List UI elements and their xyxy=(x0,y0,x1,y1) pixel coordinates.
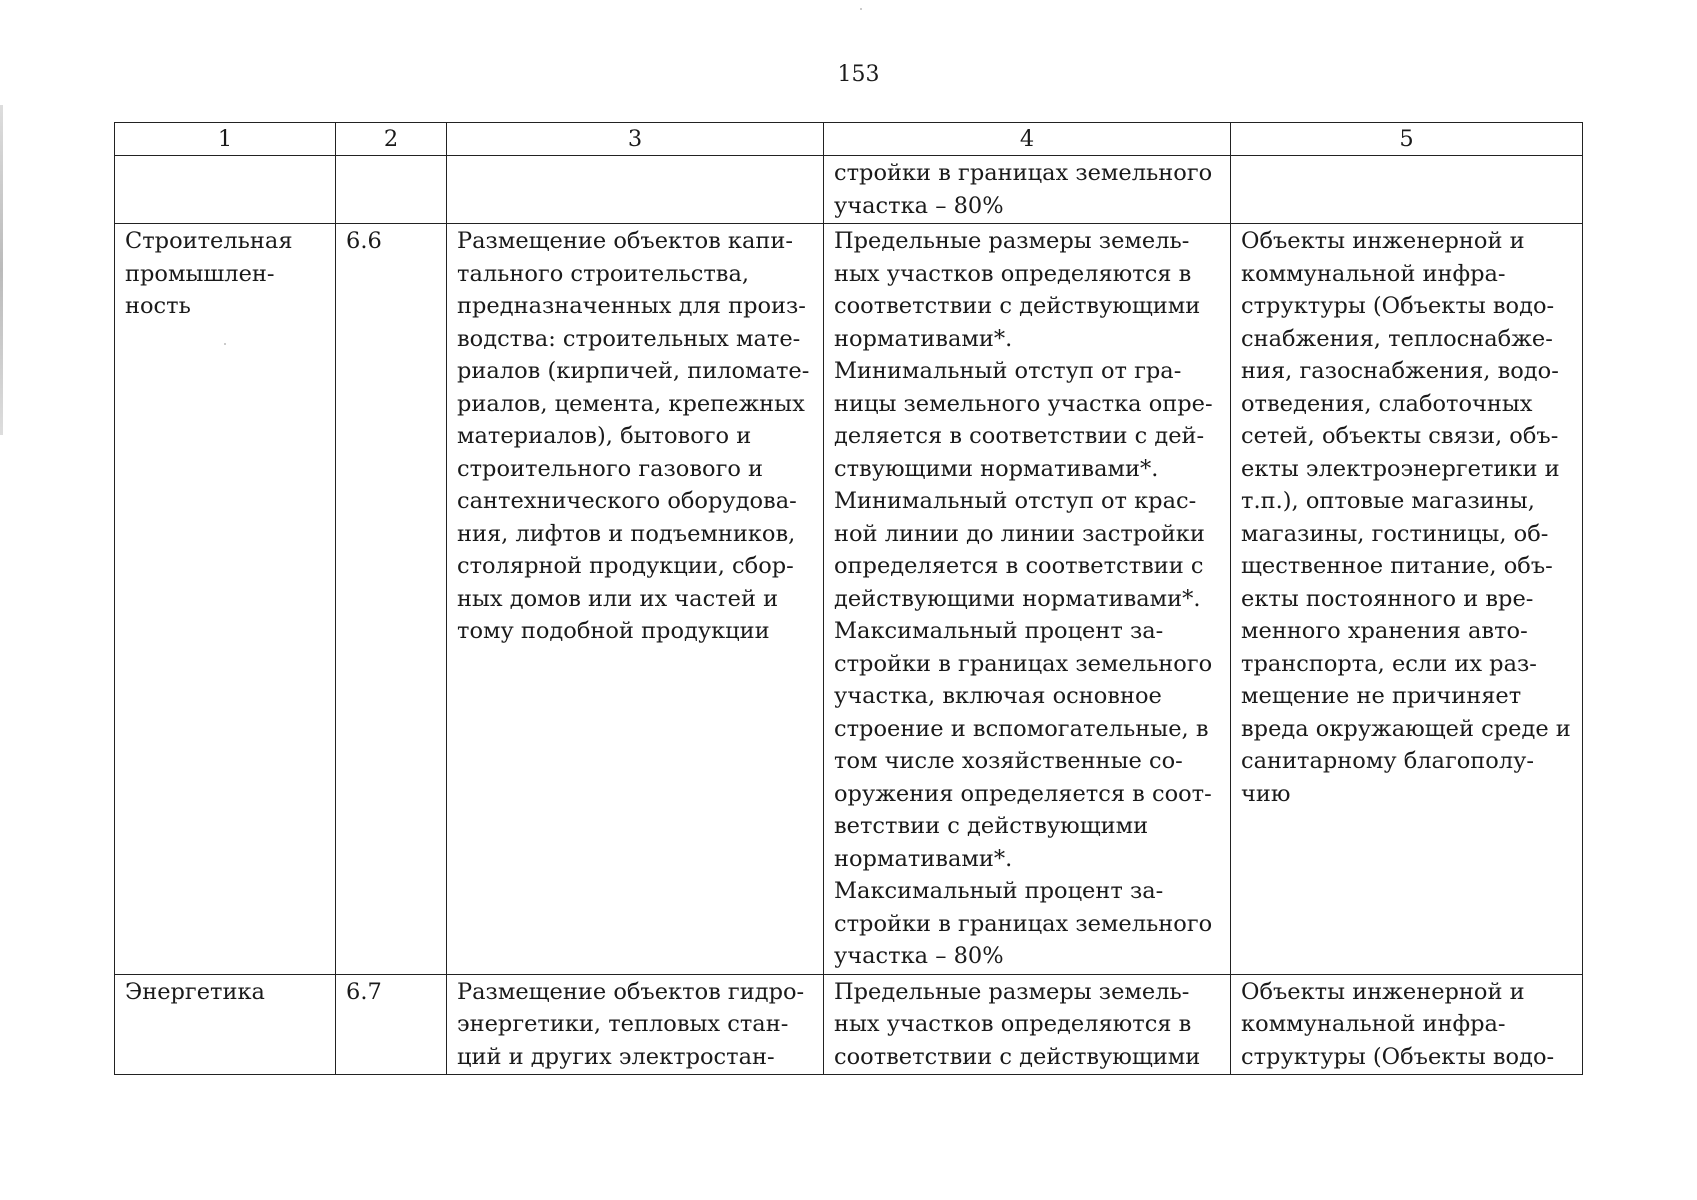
column-number-row xyxy=(115,123,1583,156)
table-row xyxy=(115,974,1583,1075)
scan-speck xyxy=(860,8,862,10)
use-code-cell: 6.6 xyxy=(336,224,447,975)
auxiliary-objects-cell: Объекты инженерной и коммунальной инфра- структуры (Объекты водо- снабжения, теплоснабже- ния, газоснабжения, водо- отведения, слаботочных сетей, объекты связи, объ- екты электроэнергетики и т.п.), оптовые магазины, магазины, гостиницы, об- щественное питание, объ- екты постоянного и вре- менного хранения авто- транспорта, если их раз- мещение не причиняет вреда окружающей среде и санитарному благополу- чию xyxy=(1231,224,1583,975)
use-description-cell xyxy=(447,156,824,224)
table-row xyxy=(115,224,1583,975)
column-number: 2 xyxy=(336,123,447,156)
parameters-cell: Предельные размеры земель- ных участков определяются в соответствии с действующими xyxy=(824,974,1231,1075)
use-name-cell xyxy=(115,156,336,224)
auxiliary-objects-cell xyxy=(1231,156,1583,224)
column-number: 3 xyxy=(447,123,824,156)
use-description-cell: Размещение объектов гидро- энергетики, тепловых стан- ций и других электростан- xyxy=(447,974,824,1075)
use-name-cell: Строительная промышлен- ность xyxy=(115,224,336,975)
use-code-cell: 6.7 xyxy=(336,974,447,1075)
scan-edge-shadow xyxy=(0,105,3,435)
column-number: 1 xyxy=(115,123,336,156)
column-number: 5 xyxy=(1231,123,1583,156)
zoning-table xyxy=(114,122,1583,1075)
auxiliary-objects-cell: Объекты инженерной и коммунальной инфра- структуры (Объекты водо- xyxy=(1231,974,1583,1075)
table-row xyxy=(115,156,1583,224)
use-name-cell: Энергетика xyxy=(115,974,336,1075)
use-description-cell: Размещение объектов капи- тального строительства, предназначенных для произ- водства: строительных мате- риалов (кирпичей, пиломате- риалов, цемента, крепежных материалов), бытового и строительного газового и сантехнического оборудова- ния, лифтов и подъемников, столярной продукции, сбор- ных домов или их частей и тому подобной продукции xyxy=(447,224,824,975)
parameters-cell: стройки в границах земельного участка – 80% xyxy=(824,156,1231,224)
parameters-cell: Предельные размеры земель- ных участков определяются в соответствии с действующими нормативами*. Минимальный отступ от гра- ницы земельного участка опре- деляется в соответствии с дей- ствующими нормативами*. Минимальный отступ от крас- ной линии до линии застройки определяется в соответствии с действующими нормативами*. Максимальный процент за- стройки в границах земельного участка, включая основное строение и вспомогательные, в том числе хозяйственные со- оружения определяется в соот- ветствии с действующими нормативами*. Максимальный процент за- стройки в границах земельного участка – 80% xyxy=(824,224,1231,975)
use-code-cell xyxy=(336,156,447,224)
column-number: 4 xyxy=(824,123,1231,156)
page-number: 153 xyxy=(837,62,880,87)
